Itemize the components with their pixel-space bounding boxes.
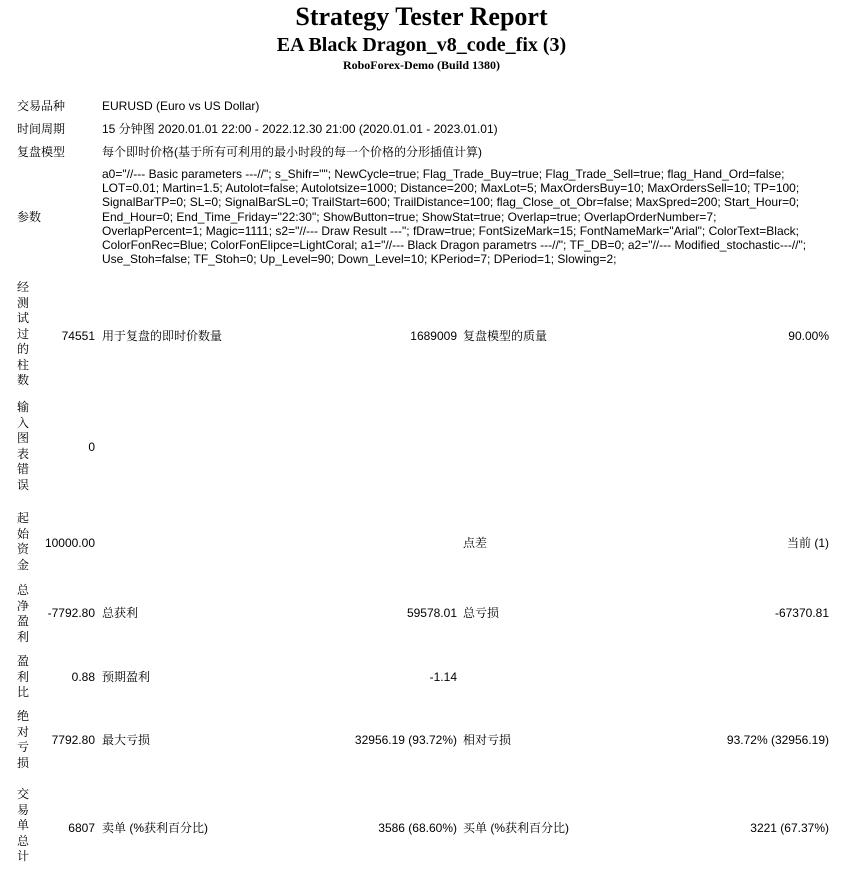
symbol-value: EURUSD (Euro vs US Dollar) <box>102 99 260 113</box>
short-positions-value: 3586 (68.60%) <box>378 821 457 835</box>
net-profit-value: -7792.80 <box>47 606 95 620</box>
params-label: 参数 <box>17 210 42 224</box>
ticks-value: 1689009 <box>410 329 457 343</box>
abs-drawdown-value: 7792.80 <box>51 733 95 747</box>
payoff-label: 预期盈利 <box>102 670 151 684</box>
spread-label: 点差 <box>463 536 488 550</box>
params-line: Use_Stoh=false; TF_Stoh=0; Up_Level=90; Down_Level=10; KPeriod=7; DPeriod=1; Slowing=2; <box>102 252 617 267</box>
symbol-label: 交易品种 <box>17 99 66 113</box>
params-line: OverlapPercent=1; Magic=1111; s2="//--- Draw Result ---"; fDraw=true; FontSizeMark=15; FontNameMark="Arial"; ColorText=Black; <box>102 223 799 238</box>
long-positions-value: 3221 (67.37%) <box>750 821 829 835</box>
bars-label: 经测试过的柱数 <box>16 280 29 387</box>
spread-value: 当前 (1) <box>786 536 829 550</box>
deposit-value: 10000.00 <box>44 536 95 550</box>
profit-factor-label: 盈利比 <box>16 654 29 699</box>
params-line: LOT=0.01; Martin=1.5; Autolot=false; Autolotsize=1000; Distance=200; MaxLot=5; MaxOrdersBuy=10; MaxOrdersSell=10; TP=100; <box>102 181 800 196</box>
max-drawdown-value: 32956.19 (93.72%) <box>354 733 457 747</box>
deposit-label: 起始资金 <box>16 511 29 572</box>
bars-value: 74551 <box>61 329 95 343</box>
ticks-label: 用于复盘的即时价数量 <box>102 329 223 343</box>
gross-loss-label: 总亏损 <box>463 606 500 620</box>
payoff-value: -1.14 <box>429 670 457 684</box>
gross-profit-label: 总获利 <box>102 606 139 620</box>
gross-profit-value: 59578.01 <box>406 606 457 620</box>
rel-drawdown-value: 93.72% (32956.19) <box>726 733 829 747</box>
params-line: SignalBarTP=0; SL=0; SignalBarSL=0; TrailStart=600; TrailDistance=100; flag_Close_ot_Obr=false; MaxSpred=200; Start_Hour=0; <box>102 195 800 210</box>
params-line: a0="//--- Basic parameters ---//"; s_Shifr=""; NewCycle=true; Flag_Trade_Buy=true; Flag_Trade_Sell=true; flag_Hand_Ord=false; <box>102 167 785 181</box>
server-name: RoboForex-Demo (Build 1380) <box>342 58 501 72</box>
errors-value: 0 <box>88 440 95 454</box>
params-line: End_Hour=0; End_Time_Friday="22:30"; ShowButton=true; ShowStat=true; Overlap=true; OverlapOrderNumber=7; <box>102 209 717 224</box>
short-positions-label: 卖单 (%获利百分比) <box>102 821 208 835</box>
params-value <box>102 167 832 266</box>
period-label: 时间周期 <box>17 122 66 136</box>
model-value: 每个即时价格(基于所有可利用的最小时段的每一个价格的分形插值计算) <box>102 145 482 159</box>
long-positions-label: 买单 (%获利百分比) <box>463 821 569 835</box>
errors-label: 输入图表错误 <box>16 400 29 492</box>
quality-value: 90.00% <box>788 329 829 343</box>
rel-drawdown-label: 相对亏损 <box>463 733 512 747</box>
net-profit-label: 总净盈利 <box>16 583 29 644</box>
report-title: Strategy Tester Report <box>295 2 548 31</box>
max-drawdown-label: 最大亏损 <box>102 733 151 747</box>
quality-label: 复盘模型的质量 <box>463 329 548 343</box>
ea-name: EA Black Dragon_v8_code_fix (3) <box>276 34 567 56</box>
period-value: 15 分钟图 2020.01.01 22:00 - 2022.12.30 21:00 (2020.01.01 - 2023.01.01) <box>102 122 498 136</box>
total-trades-label: 交易单总计 <box>16 787 29 863</box>
gross-loss-value: -67370.81 <box>774 606 829 620</box>
abs-drawdown-label: 绝对亏损 <box>16 709 29 770</box>
params-line: ColorFonRec=Blue; ColorFonElipce=LightCoral; a1="//--- Black Dragon parametrs ---//"; TF_DB=0; a2="//--- Modified_stochastic---//"; <box>102 238 807 253</box>
profit-factor-value: 0.88 <box>71 670 95 684</box>
total-trades-value: 6807 <box>68 821 95 835</box>
model-label: 复盘模型 <box>17 145 66 159</box>
